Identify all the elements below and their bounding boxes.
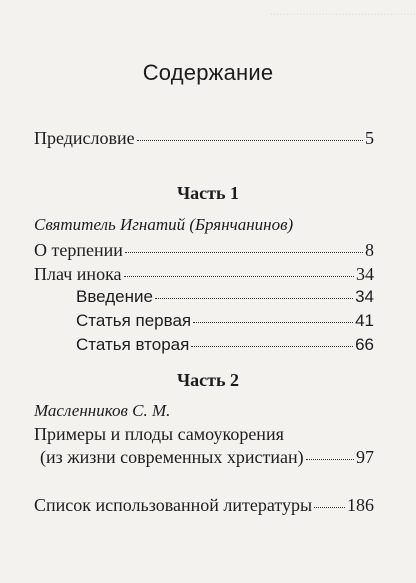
toc-entry-page: 41	[355, 311, 374, 330]
toc-entry-page: 8	[365, 240, 374, 260]
toc-entry-label: (из жизни современных христиан)	[40, 447, 304, 467]
dot-leader	[125, 252, 363, 253]
toc-entry-label: О терпении	[34, 240, 123, 260]
toc-entry-page: 5	[365, 128, 374, 148]
dot-leader	[193, 322, 353, 323]
dot-leader	[191, 346, 353, 347]
toc-entry-label: Список использованной литературы	[34, 495, 313, 515]
toc-entry-statya-vtoraya	[76, 335, 374, 355]
part-2-heading: Часть 2	[176, 370, 240, 390]
dot-leader	[306, 459, 354, 460]
toc-entry-page: 97	[356, 447, 374, 467]
part-1-author: Святитель Игнатий (Брянчанинов)	[34, 215, 294, 234]
dot-leader	[124, 276, 354, 277]
dot-leader	[137, 140, 363, 141]
toc-entry-statya-pervaya	[76, 311, 374, 331]
toc-entry-primery	[40, 447, 374, 468]
toc-entry-label: Плач инока	[34, 264, 122, 284]
toc-entry-vvedenie	[76, 287, 374, 307]
dot-leader	[155, 298, 353, 299]
part-2-author: Масленников С. М.	[34, 401, 171, 420]
toc-entry-label: Статья вторая	[76, 335, 190, 354]
toc-entry-primery-line1: Примеры и плоды самоукорения	[34, 424, 284, 444]
toc-entry-page: 66	[355, 335, 374, 354]
part-1-heading: Часть 1	[176, 183, 240, 203]
toc-entry-label: Статья первая	[76, 311, 192, 330]
toc-entry-page: 186	[347, 495, 374, 515]
toc-entry-bibliography	[34, 495, 374, 516]
toc-entry-plach-inoka	[34, 264, 374, 285]
toc-entry-page: 34	[355, 287, 374, 306]
toc-entry-preface	[34, 128, 374, 149]
toc-entry-page: 34	[356, 264, 374, 284]
toc-entry-label: Введение	[76, 287, 153, 306]
show-through-text: .............................................	[269, 3, 416, 18]
toc-entry-label: Предисловие	[34, 128, 135, 148]
page-title: Содержание	[142, 60, 274, 85]
dot-leader	[314, 507, 345, 508]
toc-entry-o-terpenii	[34, 240, 374, 261]
